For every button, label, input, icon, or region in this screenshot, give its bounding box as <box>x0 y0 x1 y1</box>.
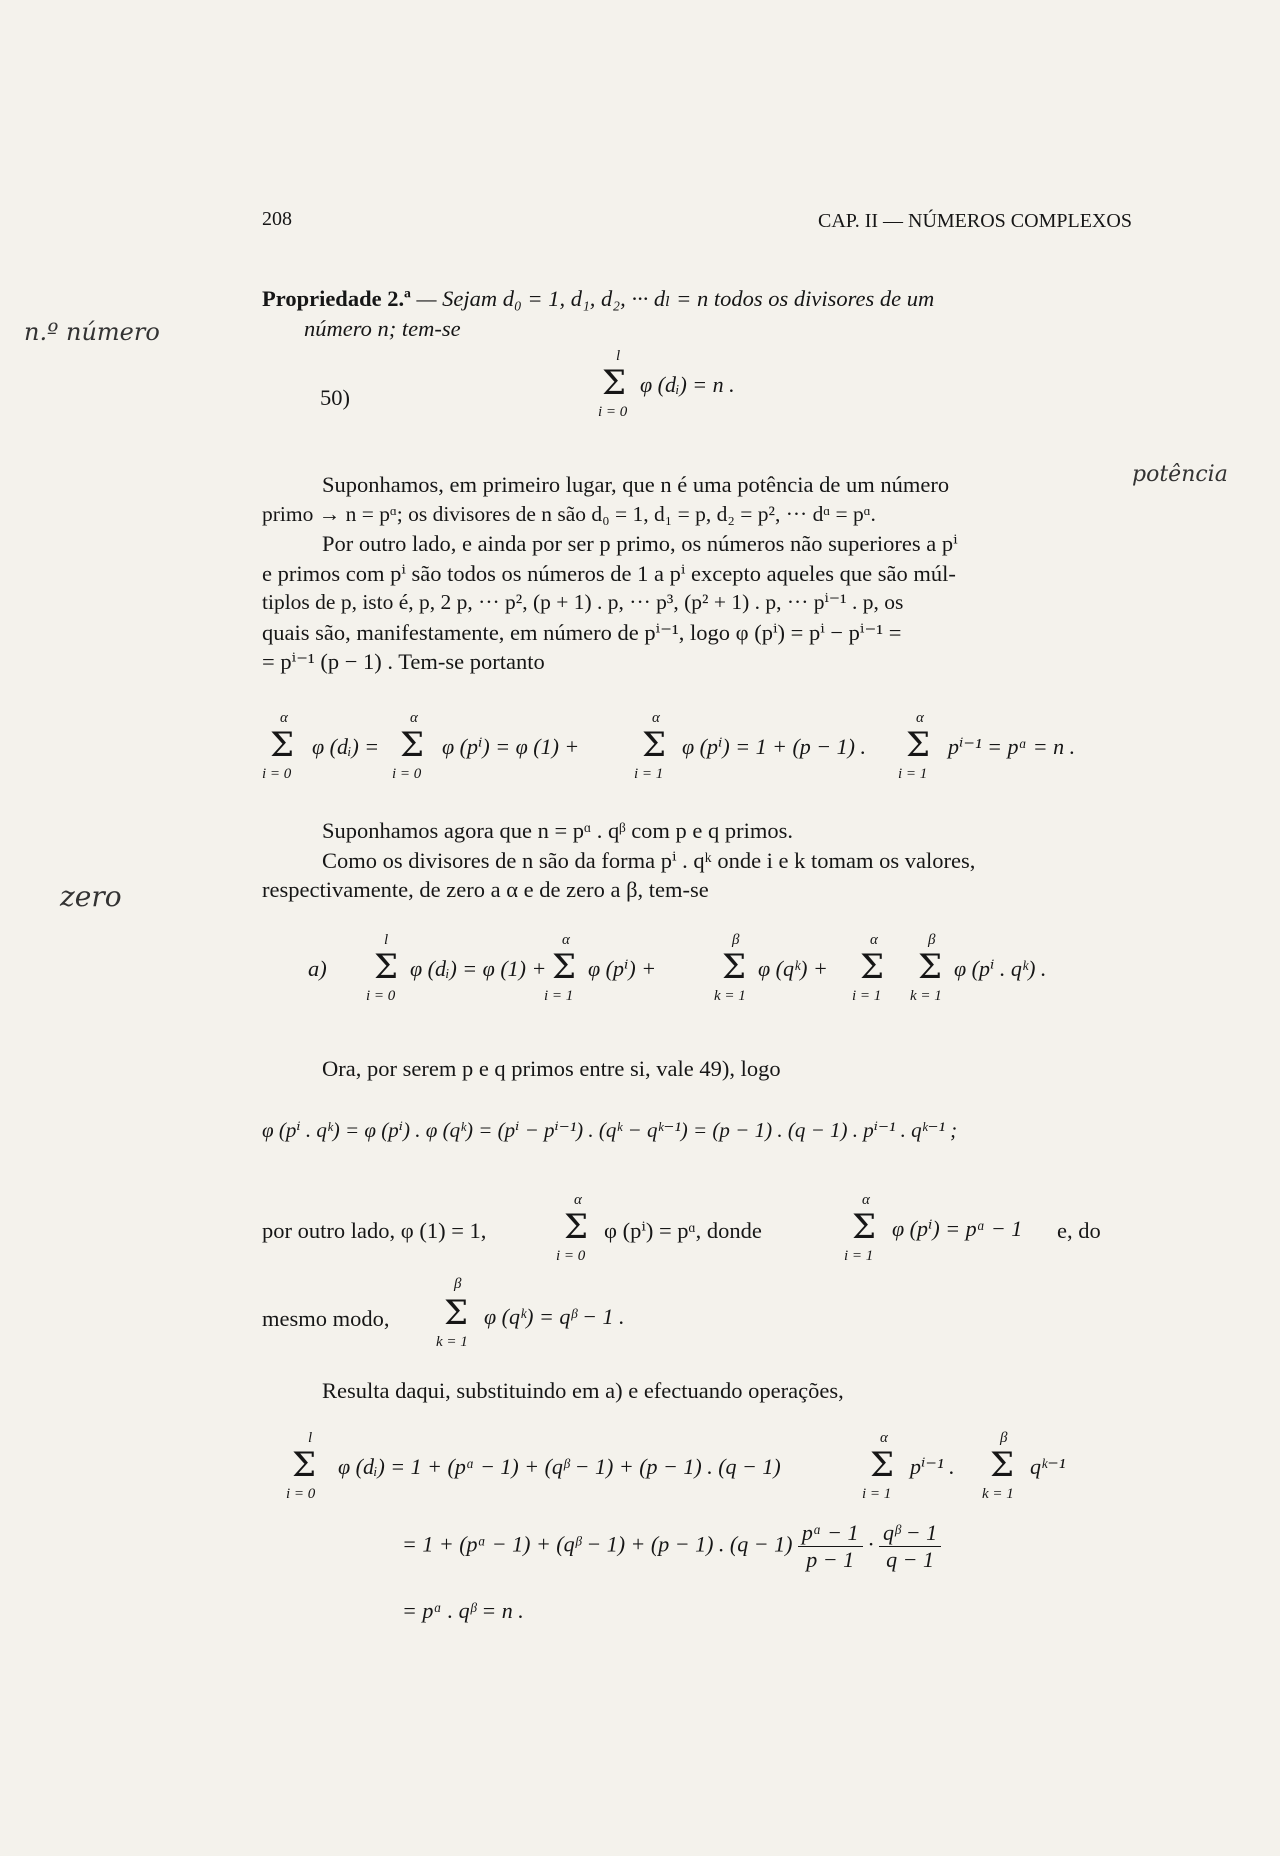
f1-s3-upper: α <box>652 710 660 726</box>
f1-s4-upper: α <box>916 710 924 726</box>
f3-line2-text: = 1 + (pᵅ − 1) + (qᵝ − 1) + (p − 1) . (q − 1) <box>402 1531 793 1557</box>
fa-s5-lower: k = 1 <box>910 988 942 1004</box>
f1-s1-body: φ (dᵢ) = <box>312 734 380 759</box>
sum-lower-limit: i = 0 <box>598 404 628 420</box>
p6-end: e, do <box>1057 1218 1101 1243</box>
fa-s1-lower: i = 0 <box>366 988 396 1004</box>
f1-s4-body: pⁱ⁻¹ = pᵅ = n . <box>948 734 1076 759</box>
equation-50 <box>592 348 812 428</box>
fa-s4-lower: i = 1 <box>852 988 882 1004</box>
p7-sigma: Σ <box>444 1293 469 1333</box>
equation-number-50: 50) <box>320 385 350 410</box>
p6-s2-body: φ (pⁱ) = pᵅ − 1 <box>892 1216 1023 1241</box>
paragraph-result <box>262 1376 1117 1406</box>
f3-s2-body: pⁱ⁻¹ . <box>910 1454 955 1479</box>
p6-s2-upper: α <box>862 1192 870 1208</box>
para3-line1: Suponhamos agora que n = pᵅ . qᵝ com p e q primos. <box>322 818 794 843</box>
fa-s3-body: φ (qᵏ) + <box>758 956 828 981</box>
fa-s5-body: φ (pⁱ . qᵏ) . <box>954 956 1047 981</box>
f1-s2-upper: α <box>410 710 418 726</box>
f1-s2-lower: i = 0 <box>392 766 422 782</box>
f3-s3-lower: k = 1 <box>982 1486 1014 1502</box>
f3-fraction-p <box>798 1520 863 1573</box>
fa-s4-upper: α <box>870 932 878 948</box>
f1-s1-upper: α <box>280 710 288 726</box>
f3-s3-body: qᵏ⁻¹ <box>1030 1454 1066 1479</box>
paragraph-coprime <box>262 1054 1117 1084</box>
p6-s1-lower: i = 0 <box>556 1248 586 1264</box>
f1-sigma-3: Σ <box>642 725 667 765</box>
p6-sigma-1: Σ <box>564 1207 589 1247</box>
f3-frac1-den: p − 1 <box>806 1547 855 1572</box>
f1-s3-body: φ (pⁱ) = 1 + (p − 1) . <box>682 734 866 759</box>
paragraph-two-primes <box>262 816 1117 905</box>
fa-sigma-4: Σ <box>860 947 885 987</box>
sum-upper-limit: l <box>616 348 621 364</box>
f3-s1-lower: i = 0 <box>286 1486 316 1502</box>
paragraph-sum-identities <box>262 1192 1122 1272</box>
p6-start: por outro lado, φ (1) = 1, <box>262 1218 487 1243</box>
fa-s2-body: φ (pⁱ) + <box>588 956 657 981</box>
fa-s5-upper: β <box>928 932 936 948</box>
paragraph-same-way <box>262 1272 862 1352</box>
summation-sign: Σ <box>602 363 627 403</box>
f1-s3-lower: i = 1 <box>634 766 664 782</box>
sum-body: φ (dᵢ) = n . <box>640 372 735 397</box>
f3-line2 <box>402 1520 941 1573</box>
para5-line1: Ora, por serem p e q primos entre si, vale 49), logo <box>322 1056 781 1081</box>
f3-fraction-q <box>879 1520 941 1573</box>
para2-line1: Por outro lado, e ainda por ser p primo, os números não superiores a pⁱ <box>322 531 958 556</box>
para8-line1: Resulta daqui, substituindo em a) e efectuando operações, <box>322 1378 844 1403</box>
para2-line2: e primos com pⁱ são todos os números de 1 a pⁱ excepto aqueles que são múl- <box>262 560 956 586</box>
fa-s2-lower: i = 1 <box>544 988 574 1004</box>
f3-sigma-2: Σ <box>870 1445 895 1485</box>
margin-note-zero: zero <box>60 880 122 913</box>
fa-s1-body: φ (dᵢ) = φ (1) + <box>410 956 547 981</box>
f1-sigma-2: Σ <box>400 725 425 765</box>
f1-s2-body: φ (pⁱ) = φ (1) + <box>442 734 580 759</box>
f3-s2-upper: α <box>880 1430 888 1446</box>
f3-sigma-1: Σ <box>292 1445 317 1485</box>
f1-s1-lower: i = 0 <box>262 766 292 782</box>
para2-line3: tiplos de p, isto é, p, 2 p, ··· p², (p + 1) . p, ··· p³, (p² + 1) . p, ··· pⁱ⁻¹ . p, os <box>262 590 904 614</box>
f1-sigma-4: Σ <box>906 725 931 765</box>
fa-sigma-2: Σ <box>552 947 577 987</box>
fa-s1-upper: l <box>384 932 389 948</box>
fa-s3-lower: k = 1 <box>714 988 746 1004</box>
p6-s1-upper: α <box>574 1192 582 1208</box>
f3-s2-lower: i = 1 <box>862 1486 892 1502</box>
f3-frac2-num: qᵝ − 1 <box>879 1520 941 1547</box>
p7-start: mesmo modo, <box>262 1306 390 1331</box>
f3-frac-separator: · <box>868 1531 874 1557</box>
para1-line1: Suponhamos, em primeiro lugar, que n é uma potência de um número <box>322 472 950 497</box>
fa-sigma-1: Σ <box>374 947 399 987</box>
property-statement <box>262 284 934 313</box>
para1-line2: primo → n = pᵅ; os divisores de n são d₀ = 1, d₁ = p, d₂ = p², ··· dᵅ = pᵅ. <box>262 501 876 526</box>
f3-s1-upper: l <box>308 1430 313 1446</box>
page-number: 208 <box>262 208 292 230</box>
p7-s-upper: β <box>454 1276 462 1292</box>
fa-sigma-3: Σ <box>722 947 747 987</box>
margin-note-potencia: potência <box>1132 462 1228 487</box>
p7-s-lower: k = 1 <box>436 1334 468 1350</box>
fa-sigma-5: Σ <box>918 947 943 987</box>
para2-line5: = pⁱ⁻¹ (p − 1) . Tem-se portanto <box>262 649 545 674</box>
fa-s3-upper: β <box>732 932 740 948</box>
fa-s2-upper: α <box>562 932 570 948</box>
f3-sigma-3: Σ <box>990 1445 1015 1485</box>
formula-a-label: a) <box>308 956 327 981</box>
f1-sigma-1: Σ <box>270 725 295 765</box>
f3-body1: φ (dᵢ) = 1 + (pᵅ − 1) + (qᵝ − 1) + (p − 1) . (q − 1) <box>338 1454 781 1479</box>
f3-line3: = pᵅ . qᵝ = n . <box>402 1598 524 1623</box>
property-statement-line2: número n; tem-se <box>304 316 461 341</box>
para2-line4: quais são, manifestamente, em número de pⁱ⁻¹, logo φ (pⁱ) = pⁱ − pⁱ⁻¹ = <box>262 619 902 645</box>
p6-sigma-2: Σ <box>852 1207 877 1247</box>
formula-phi-product: φ (pⁱ . qᵏ) = φ (pⁱ) . φ (qᵏ) = (pⁱ − pⁱ⁻¹) . (qᵏ − qᵏ⁻¹) = (p − 1) . (q − 1) . pⁱ⁻¹ . qᵏ⁻¹ ; <box>262 1118 958 1142</box>
f1-s4-lower: i = 1 <box>898 766 928 782</box>
paragraph-prime-power <box>262 470 1117 677</box>
para4-line1: Como os divisores de n são da forma pⁱ . qᵏ onde i e k tomam os valores, <box>322 847 976 873</box>
formula-final <box>262 1430 1122 1640</box>
p7-s-body: φ (qᵏ) = qᵝ − 1 . <box>484 1304 625 1329</box>
formula-sum-prime-power <box>262 710 1122 790</box>
property-label: Propriedade 2.ª <box>262 286 411 311</box>
p6-s1-body: φ (pⁱ) = pᵅ, donde <box>604 1218 762 1243</box>
p6-s2-lower: i = 1 <box>844 1248 874 1264</box>
chapter-title: CAP. II — NÚMEROS COMPLEXOS <box>818 210 1132 232</box>
property-statement-line1: — Sejam d₀ = 1, d₁, d₂, ··· dₗ = n todos os divisores de um <box>416 286 935 311</box>
f3-frac2-den: q − 1 <box>886 1547 935 1572</box>
margin-note-numero: n.º número <box>24 318 160 346</box>
para4-line2: respectivamente, de zero a α e de zero a β, tem-se <box>262 877 709 902</box>
formula-a <box>262 932 1122 1012</box>
f3-s3-upper: β <box>1000 1430 1008 1446</box>
f3-frac1-num: pᵅ − 1 <box>798 1520 863 1547</box>
